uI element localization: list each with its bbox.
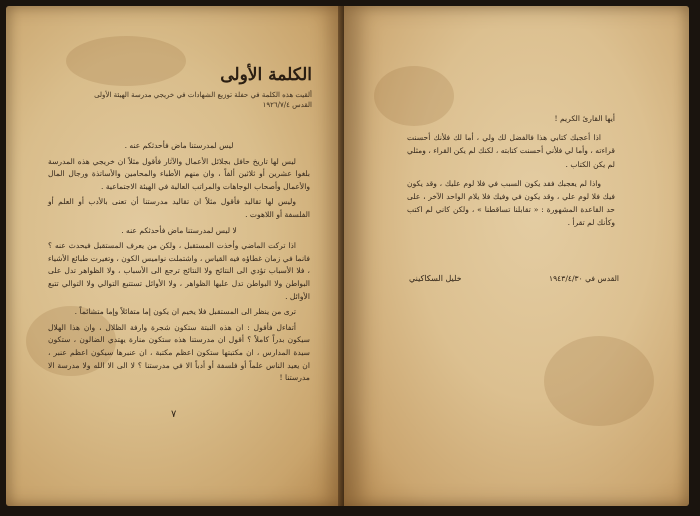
- place-date: القدس في ١٩٤٣/٤/٣٠: [549, 274, 619, 283]
- page-number: ٧: [171, 409, 177, 420]
- title-block: [62, 64, 312, 110]
- paragraph: لا ليس لمدرستنا ماض فأحدثكم عنه .: [121, 225, 237, 235]
- paragraph: اذا تركت الماضي وأخذت المستقبل ، ولكن من يعرف المستقبل فيحدث عنه ؟ فانما في زمان غطاؤه فيه القياس ، واشتملت نواميس الكون ، وتغيرت طبائع الأشياء ، فلا الأسباب تؤدي الى النتائج ولا النتائج ترجع الى الأسباب ، ولا الظواهر تدل على البواطن ولا البواطن تدل عليها الظواهر ، ولا الأوائل تستتبع التوالي ولا التوالي تتبع الأوائل .: [48, 241, 310, 301]
- paragraph: أتفاءل فأقول : ان هذه النبتة ستكون شجرة وارفة الظلال ، وان هذا الهلال سيكون بدراً كاملاً ؟ أقول ان مدرستنا هذه ستكون منارة يهتدي الضالون ، ستكون سيدة المدارس ، ان مكتبتها ستكون اعظم مكتبة ، ان عنبرها سيكون اعظم عنبر ، ان يعيد الناس علماً أو فلسفة أو أدباً الا في مدرستنا ؟ لا الى الا الله ولا مدرسة الا مدرستنا !: [48, 322, 310, 383]
- right-body-text: [407, 112, 615, 236]
- paragraph: اذا أعجبك كتابي هذا فالفضل لك ولي ، أما لك فلأنك أحسنت قراءته ، وأما لي فلأني أحسنت كتابته ، لكنك لم يكن القراء ، ومثلي لم يكن الكتاب .: [407, 133, 615, 169]
- right-page: [344, 6, 689, 506]
- paper-stain: [544, 336, 654, 426]
- paragraph: ليس لها تاريخ حافل بجلائل الأعمال والآثار فأقول مثلاً ان خريجي هذه المدرسة بلغوا عشرين أو ثلاثين ألفاً ، وان منهم الأطباء والمحامين والأساتذة ورجال المال والأعمال وأصحاب الوجاهات والمراتب العالية في الهيئة الاجتماعية .: [48, 156, 310, 191]
- paragraph: ترى من ينظر الى المستقبل فلا يخيم ان يكون إما متفائلاً وإما متشائماً .: [74, 307, 296, 317]
- left-page: [6, 6, 344, 506]
- salutation: أيها القارئ الكريم !: [554, 114, 615, 123]
- title-note: ألقيت هذه الكلمة في حفلة توزيع الشهادات في خريجي مدرسة الهيئة الأولى: [94, 91, 312, 99]
- signature-row: [409, 274, 619, 283]
- left-body-text: [48, 140, 310, 388]
- author-signature: خليل السكاكيني: [409, 274, 462, 283]
- paragraph: ليس لمدرستنا ماض فأحدثكم عنه .: [124, 141, 234, 150]
- title-date: القدس ١٩٢٦/٧/٤: [262, 101, 312, 109]
- paragraph: وليس لها تقاليد فأقول مثلاً ان تقاليد مدرستنا أن تعنى بالأدب أو العلم أو الفلسفة أو اللاهوت .: [48, 197, 310, 219]
- page-title: الكلمة الأولى: [220, 65, 312, 85]
- paragraph: واذا لم يعجبك فقد يكون السبب في فلا لوم عليك ، وقد يكون فيك فلا لوم علي ، وقد يكون في وفيك فلا يلام الواحد الآخر ، على حد القاعدة المشهورة : « تقابلنا تساقطنا » ، ولكن كاني لم اكتب وكأنك لم تقرأ .: [407, 178, 615, 228]
